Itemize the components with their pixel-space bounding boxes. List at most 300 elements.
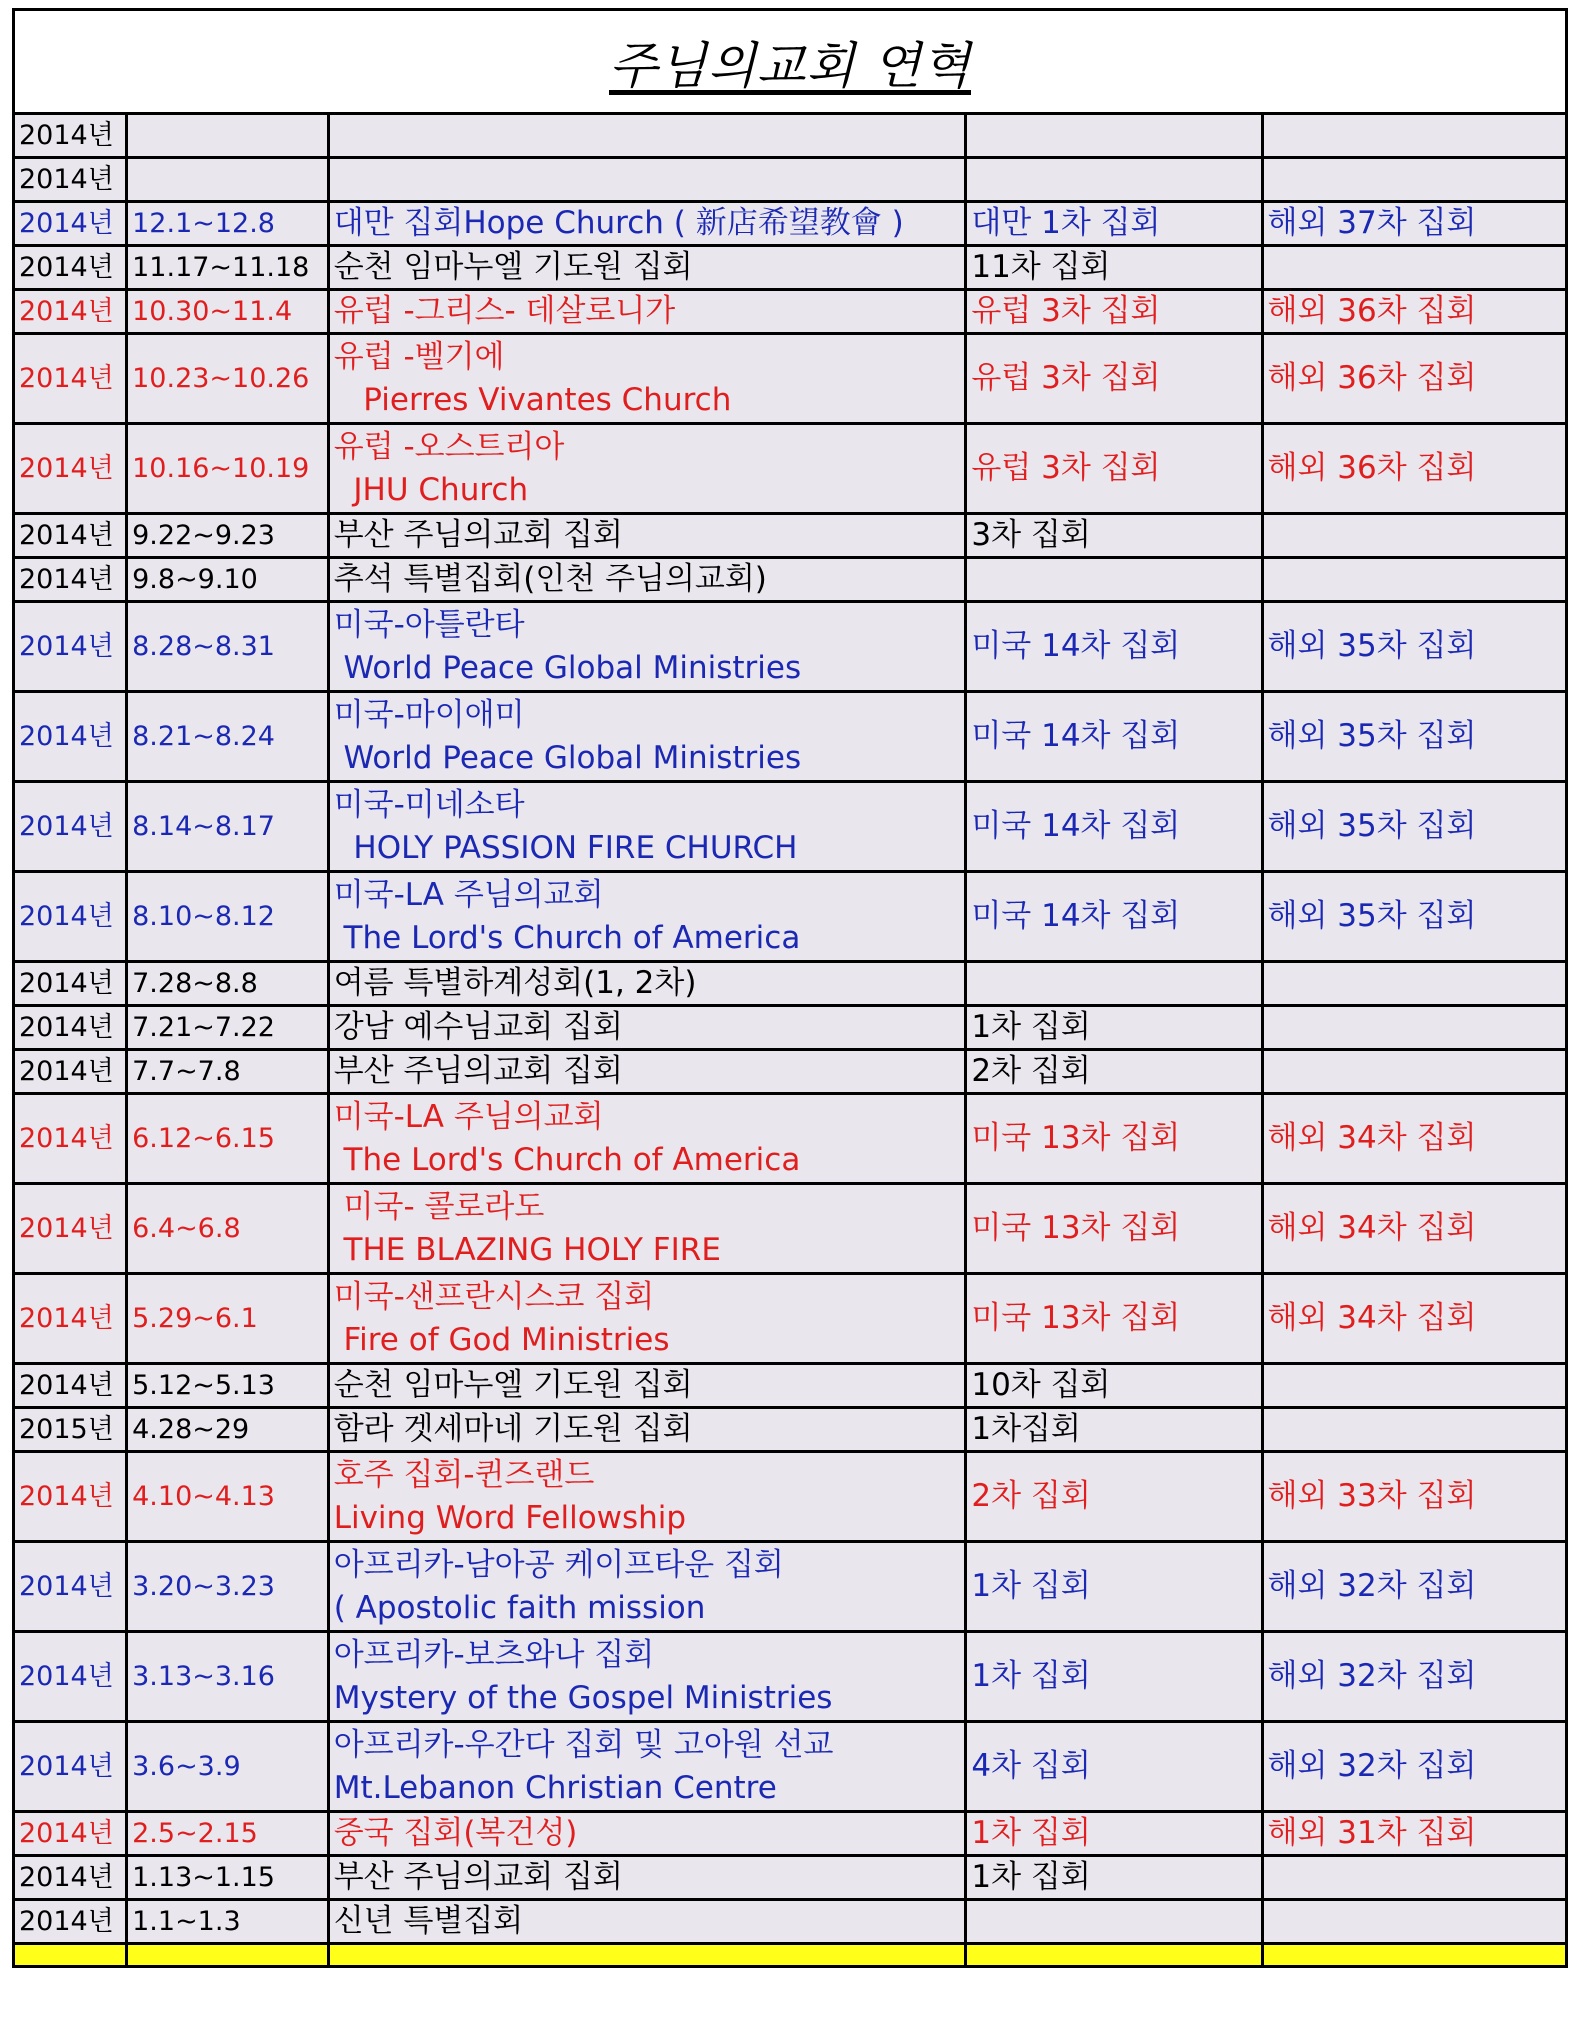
date-text: 4.28~29	[132, 1414, 250, 1445]
table-row	[14, 1812, 1567, 1856]
date-text: 11.17~11.18	[132, 252, 310, 283]
overseas-count-cell	[1262, 1722, 1566, 1812]
date-text: 7.7~7.8	[132, 1056, 241, 1087]
overseas-count-cell	[1262, 1542, 1566, 1632]
overseas-count-cell	[1262, 1050, 1566, 1094]
year-text: 2014년	[19, 1056, 114, 1087]
domestic-count-cell	[966, 962, 1262, 1006]
date-cell	[127, 962, 329, 1006]
event-text: 순천 임마누엘 기도원 집회	[333, 1367, 693, 1403]
domestic-count-text: 미국 13차 집회	[971, 1300, 1181, 1336]
overseas-count-cell	[1262, 202, 1566, 246]
table-row	[14, 514, 1567, 558]
table-row	[14, 1900, 1567, 1944]
table-row	[14, 1364, 1567, 1408]
date-cell	[127, 1184, 329, 1274]
event-subtitle: World Peace Global Ministries	[333, 739, 802, 776]
table-row	[14, 1006, 1567, 1050]
date-cell	[127, 1812, 329, 1856]
date-cell	[127, 1632, 329, 1722]
domestic-count-text: 3차 집회	[971, 517, 1091, 553]
date-cell	[127, 1856, 329, 1900]
event-text: 신년 특별집회	[333, 1903, 524, 1939]
event-cell	[328, 962, 966, 1006]
date-cell	[127, 1900, 329, 1944]
year-text: 2014년	[19, 1661, 114, 1692]
event-subtitle: Fire of God Ministries	[333, 1321, 670, 1358]
year-text: 2014년	[19, 721, 114, 752]
event-cell	[328, 424, 966, 514]
domestic-count-cell	[966, 1722, 1262, 1812]
date-text: 7.28~8.8	[132, 968, 258, 999]
overseas-count-cell	[1262, 290, 1566, 334]
year-cell	[14, 1274, 127, 1364]
overseas-count-text: 해외 35차 집회	[1267, 898, 1477, 934]
domestic-count-text: 미국 14차 집회	[971, 808, 1181, 844]
event-cell	[328, 1452, 966, 1542]
year-cell	[14, 1184, 127, 1274]
table-row	[14, 872, 1567, 962]
year-cell	[14, 1812, 127, 1856]
year-text: 2014년	[19, 120, 114, 151]
year-cell	[14, 514, 127, 558]
highlight-row	[14, 1944, 1567, 1967]
event-text: 부산 주님의교회 집회	[333, 1053, 623, 1089]
year-text: 2014년	[19, 631, 114, 662]
overseas-count-cell	[1262, 1632, 1566, 1722]
date-text: 2.5~2.15	[132, 1818, 258, 1849]
event-text: 추석 특별집회(인천 주님의교회)	[333, 561, 767, 597]
date-cell	[127, 1050, 329, 1094]
event-text: 대만 집회Hope Church ( 新店希望教會 )	[333, 205, 904, 241]
table-row	[14, 1632, 1567, 1722]
table-row	[14, 158, 1567, 202]
overseas-count-cell	[1262, 602, 1566, 692]
page-title: 주님의교회 연혁	[609, 36, 971, 95]
domestic-count-cell	[966, 1094, 1262, 1184]
table-row	[14, 424, 1567, 514]
domestic-count-cell	[966, 1632, 1262, 1722]
overseas-count-text: 해외 34차 집회	[1267, 1210, 1477, 1246]
overseas-count-cell	[1262, 246, 1566, 290]
overseas-count-text: 해외 36차 집회	[1267, 360, 1477, 396]
domestic-count-cell	[966, 290, 1262, 334]
event-cell	[328, 202, 966, 246]
overseas-count-cell	[1262, 962, 1566, 1006]
year-cell	[14, 782, 127, 872]
domestic-count-text: 1차 집회	[971, 1568, 1091, 1604]
domestic-count-cell	[966, 1050, 1262, 1094]
date-cell	[127, 602, 329, 692]
event-text: 아프리카-남아공 케이프타운 집회	[333, 1546, 784, 1583]
date-cell	[127, 290, 329, 334]
year-cell	[14, 1452, 127, 1542]
date-text: 6.12~6.15	[132, 1123, 275, 1154]
year-text: 2014년	[19, 252, 114, 283]
domestic-count-cell	[966, 1542, 1262, 1632]
date-cell	[127, 246, 329, 290]
table-row	[14, 692, 1567, 782]
domestic-count-cell	[966, 1274, 1262, 1364]
event-text: 미국-마이애미	[333, 696, 525, 733]
year-text: 2014년	[19, 520, 114, 551]
domestic-count-cell	[966, 1452, 1262, 1542]
overseas-count-text: 해외 32차 집회	[1267, 1568, 1477, 1604]
year-text: 2014년	[19, 1370, 114, 1401]
domestic-count-text: 미국 13차 집회	[971, 1210, 1181, 1246]
overseas-count-text: 해외 35차 집회	[1267, 808, 1477, 844]
year-text: 2014년	[19, 363, 114, 394]
year-cell	[14, 202, 127, 246]
event-cell	[328, 334, 966, 424]
history-sheet	[12, 8, 1568, 1968]
year-text: 2014년	[19, 1751, 114, 1782]
table-row	[14, 246, 1567, 290]
event-text: 미국-샌프란시스코 집회	[333, 1278, 655, 1315]
overseas-count-cell	[1262, 1812, 1566, 1856]
overseas-count-cell	[1262, 1364, 1566, 1408]
event-text: 부산 주님의교회 집회	[333, 517, 623, 553]
event-cell	[328, 1812, 966, 1856]
event-cell	[328, 158, 966, 202]
date-text: 10.23~10.26	[132, 363, 310, 394]
overseas-count-cell	[1262, 514, 1566, 558]
event-text: 유럽 -벨기에	[333, 338, 505, 375]
domestic-count-text: 1차 집회	[971, 1009, 1091, 1045]
domestic-count-text: 미국 14차 집회	[971, 628, 1181, 664]
year-cell	[14, 1856, 127, 1900]
highlight-cell	[14, 1944, 127, 1967]
domestic-count-text: 4차 집회	[971, 1748, 1091, 1784]
date-text: 10.30~11.4	[132, 296, 293, 327]
domestic-count-cell	[966, 1812, 1262, 1856]
event-text: 미국-아틀란타	[333, 606, 525, 643]
domestic-count-cell	[966, 334, 1262, 424]
year-text: 2014년	[19, 968, 114, 999]
year-cell	[14, 692, 127, 782]
date-text: 9.22~9.23	[132, 520, 275, 551]
year-text: 2014년	[19, 208, 114, 239]
event-cell	[328, 246, 966, 290]
domestic-count-text: 1차 집회	[971, 1859, 1091, 1895]
event-text: 미국-LA 주님의교회	[333, 876, 604, 913]
date-cell	[127, 558, 329, 602]
date-text: 4.10~4.13	[132, 1481, 275, 1512]
domestic-count-text: 대만 1차 집회	[971, 205, 1161, 241]
year-text: 2014년	[19, 1012, 114, 1043]
table-row	[14, 334, 1567, 424]
overseas-count-cell	[1262, 1094, 1566, 1184]
event-cell	[328, 1094, 966, 1184]
year-text: 2014년	[19, 164, 114, 195]
event-cell	[328, 782, 966, 872]
year-text: 2014년	[19, 1818, 114, 1849]
event-text: 미국- 콜로라도	[333, 1188, 545, 1225]
event-text: 강남 예수님교회 집회	[333, 1009, 623, 1045]
overseas-count-text: 해외 33차 집회	[1267, 1478, 1477, 1514]
overseas-count-cell	[1262, 424, 1566, 514]
table-row	[14, 558, 1567, 602]
year-text: 2014년	[19, 811, 114, 842]
highlight-cell	[328, 1944, 966, 1967]
date-cell	[127, 424, 329, 514]
table-row	[14, 1722, 1567, 1812]
event-cell	[328, 114, 966, 158]
overseas-count-text: 해외 34차 집회	[1267, 1300, 1477, 1336]
domestic-count-cell	[966, 558, 1262, 602]
overseas-count-cell	[1262, 1452, 1566, 1542]
year-cell	[14, 1094, 127, 1184]
event-subtitle: THE BLAZING HOLY FIRE	[333, 1231, 721, 1268]
domestic-count-text: 2차 집회	[971, 1053, 1091, 1089]
domestic-count-cell	[966, 692, 1262, 782]
overseas-count-cell	[1262, 872, 1566, 962]
event-subtitle: World Peace Global Ministries	[333, 649, 802, 686]
year-text: 2014년	[19, 453, 114, 484]
overseas-count-cell	[1262, 1274, 1566, 1364]
year-text: 2014년	[19, 1571, 114, 1602]
event-subtitle: ( Apostolic faith mission	[333, 1589, 706, 1626]
date-cell	[127, 514, 329, 558]
table-row	[14, 1184, 1567, 1274]
event-text: 중국 집회(복건성)	[333, 1815, 578, 1851]
year-text: 2014년	[19, 296, 114, 327]
domestic-count-text: 유럽 3차 집회	[971, 360, 1161, 396]
date-cell	[127, 114, 329, 158]
table-row	[14, 1408, 1567, 1452]
year-cell	[14, 1722, 127, 1812]
year-cell	[14, 872, 127, 962]
date-cell	[127, 1364, 329, 1408]
year-cell	[14, 1542, 127, 1632]
date-text: 8.21~8.24	[132, 721, 275, 752]
event-cell	[328, 1274, 966, 1364]
overseas-count-text: 해외 35차 집회	[1267, 718, 1477, 754]
date-text: 5.12~5.13	[132, 1370, 275, 1401]
year-cell	[14, 246, 127, 290]
date-text: 12.1~12.8	[132, 208, 275, 239]
event-cell	[328, 514, 966, 558]
overseas-count-cell	[1262, 692, 1566, 782]
event-cell	[328, 1364, 966, 1408]
year-text: 2014년	[19, 901, 114, 932]
event-subtitle: Pierres Vivantes Church	[333, 381, 732, 418]
event-cell	[328, 1184, 966, 1274]
event-subtitle: The Lord's Church of America	[333, 1141, 801, 1178]
highlight-cell	[1262, 1944, 1566, 1967]
table-row	[14, 1542, 1567, 1632]
highlight-cell	[966, 1944, 1262, 1967]
year-cell	[14, 334, 127, 424]
overseas-count-text: 해외 34차 집회	[1267, 1120, 1477, 1156]
event-subtitle: The Lord's Church of America	[333, 919, 801, 956]
date-text: 3.20~3.23	[132, 1571, 275, 1602]
date-text: 8.28~8.31	[132, 631, 275, 662]
table-row	[14, 1452, 1567, 1542]
event-cell	[328, 290, 966, 334]
domestic-count-cell	[966, 424, 1262, 514]
event-text: 미국-미네소타	[333, 786, 525, 823]
date-text: 8.14~8.17	[132, 811, 275, 842]
year-cell	[14, 962, 127, 1006]
date-cell	[127, 1722, 329, 1812]
table-row	[14, 962, 1567, 1006]
overseas-count-text: 해외 32차 집회	[1267, 1658, 1477, 1694]
domestic-count-text: 유럽 3차 집회	[971, 450, 1161, 486]
event-text: 함라 겟세마네 기도원 집회	[333, 1411, 693, 1447]
event-text: 순천 임마누엘 기도원 집회	[333, 249, 693, 285]
year-text: 2015년	[19, 1414, 114, 1445]
date-cell	[127, 202, 329, 246]
year-text: 2014년	[19, 1123, 114, 1154]
event-subtitle: Mt.Lebanon Christian Centre	[333, 1769, 777, 1806]
event-subtitle: Mystery of the Gospel Ministries	[333, 1679, 833, 1716]
date-text: 5.29~6.1	[132, 1303, 258, 1334]
event-text: 아프리카-보츠와나 집회	[333, 1636, 655, 1673]
year-cell	[14, 424, 127, 514]
date-text: 7.21~7.22	[132, 1012, 275, 1043]
event-text: 유럽 -그리스- 데살로니가	[333, 293, 676, 329]
date-cell	[127, 1542, 329, 1632]
history-table	[12, 112, 1568, 1968]
year-text: 2014년	[19, 1303, 114, 1334]
event-text: 부산 주님의교회 집회	[333, 1859, 623, 1895]
date-text: 9.8~9.10	[132, 564, 258, 595]
table-row	[14, 1274, 1567, 1364]
domestic-count-text: 11차 집회	[971, 249, 1111, 285]
overseas-count-cell	[1262, 1184, 1566, 1274]
year-cell	[14, 1050, 127, 1094]
event-cell	[328, 1900, 966, 1944]
date-cell	[127, 1274, 329, 1364]
event-cell	[328, 1632, 966, 1722]
overseas-count-text: 해외 36차 집회	[1267, 450, 1477, 486]
event-cell	[328, 602, 966, 692]
event-subtitle: HOLY PASSION FIRE CHURCH	[333, 829, 798, 866]
event-text: 유럽 -오스트리아	[333, 428, 565, 465]
overseas-count-cell	[1262, 1900, 1566, 1944]
event-cell	[328, 692, 966, 782]
table-row	[14, 114, 1567, 158]
year-cell	[14, 1364, 127, 1408]
domestic-count-cell	[966, 1006, 1262, 1050]
table-row	[14, 1094, 1567, 1184]
year-cell	[14, 158, 127, 202]
date-text: 10.16~10.19	[132, 453, 310, 484]
event-cell	[328, 1050, 966, 1094]
domestic-count-cell	[966, 1184, 1262, 1274]
domestic-count-text: 1차집회	[971, 1411, 1081, 1447]
domestic-count-cell	[966, 1408, 1262, 1452]
year-text: 2014년	[19, 1906, 114, 1937]
domestic-count-text: 미국 13차 집회	[971, 1120, 1181, 1156]
event-cell	[328, 1006, 966, 1050]
year-cell	[14, 290, 127, 334]
domestic-count-cell	[966, 1900, 1262, 1944]
overseas-count-cell	[1262, 782, 1566, 872]
overseas-count-cell	[1262, 1408, 1566, 1452]
event-text: 아프리카-우간다 집회 및 고아원 선교	[333, 1726, 834, 1763]
table-row	[14, 290, 1567, 334]
date-cell	[127, 334, 329, 424]
event-cell	[328, 558, 966, 602]
domestic-count-cell	[966, 158, 1262, 202]
table-row	[14, 782, 1567, 872]
date-cell	[127, 1006, 329, 1050]
title-box	[12, 8, 1568, 112]
date-cell	[127, 782, 329, 872]
event-cell	[328, 1542, 966, 1632]
overseas-count-text: 해외 31차 집회	[1267, 1815, 1477, 1851]
domestic-count-cell	[966, 1856, 1262, 1900]
domestic-count-cell	[966, 782, 1262, 872]
overseas-count-text: 해외 36차 집회	[1267, 293, 1477, 329]
domestic-count-text: 1차 집회	[971, 1658, 1091, 1694]
table-row	[14, 602, 1567, 692]
date-cell	[127, 158, 329, 202]
domestic-count-cell	[966, 1364, 1262, 1408]
date-text: 1.13~1.15	[132, 1862, 275, 1893]
overseas-count-cell	[1262, 558, 1566, 602]
domestic-count-text: 2차 집회	[971, 1478, 1091, 1514]
year-text: 2014년	[19, 1481, 114, 1512]
event-cell	[328, 1722, 966, 1812]
highlight-cell	[127, 1944, 329, 1967]
overseas-count-text: 해외 37차 집회	[1267, 205, 1477, 241]
event-text: 호주 집회-퀸즈랜드	[333, 1456, 595, 1493]
year-cell	[14, 1006, 127, 1050]
date-cell	[127, 1452, 329, 1542]
domestic-count-cell	[966, 114, 1262, 158]
date-cell	[127, 1094, 329, 1184]
overseas-count-cell	[1262, 158, 1566, 202]
event-cell	[328, 1408, 966, 1452]
overseas-count-text: 해외 35차 집회	[1267, 628, 1477, 664]
domestic-count-text: 미국 14차 집회	[971, 898, 1181, 934]
table-row	[14, 1856, 1567, 1900]
table-row	[14, 202, 1567, 246]
year-cell	[14, 558, 127, 602]
table-row	[14, 1050, 1567, 1094]
year-cell	[14, 114, 127, 158]
overseas-count-text: 해외 32차 집회	[1267, 1748, 1477, 1784]
event-cell	[328, 872, 966, 962]
domestic-count-cell	[966, 202, 1262, 246]
date-text: 1.1~1.3	[132, 1906, 241, 1937]
year-cell	[14, 602, 127, 692]
year-text: 2014년	[19, 564, 114, 595]
event-subtitle: JHU Church	[333, 471, 529, 508]
date-cell	[127, 1408, 329, 1452]
domestic-count-text: 10차 집회	[971, 1367, 1111, 1403]
date-text: 3.6~3.9	[132, 1751, 241, 1782]
event-subtitle: Living Word Fellowship	[333, 1499, 687, 1536]
year-cell	[14, 1900, 127, 1944]
year-text: 2014년	[19, 1213, 114, 1244]
overseas-count-cell	[1262, 1856, 1566, 1900]
domestic-count-cell	[966, 246, 1262, 290]
year-cell	[14, 1632, 127, 1722]
domestic-count-text: 유럽 3차 집회	[971, 293, 1161, 329]
date-cell	[127, 872, 329, 962]
event-cell	[328, 1856, 966, 1900]
event-text: 미국-LA 주님의교회	[333, 1098, 604, 1135]
domestic-count-text: 1차 집회	[971, 1815, 1091, 1851]
date-text: 6.4~6.8	[132, 1213, 241, 1244]
overseas-count-cell	[1262, 114, 1566, 158]
year-text: 2014년	[19, 1862, 114, 1893]
date-text: 3.13~3.16	[132, 1661, 275, 1692]
